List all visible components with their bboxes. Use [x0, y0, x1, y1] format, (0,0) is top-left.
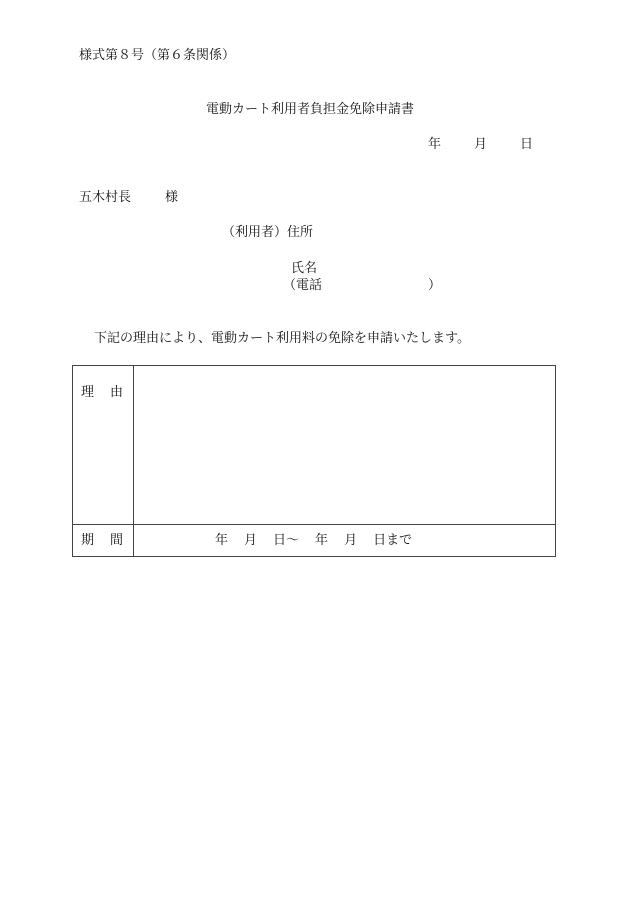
- phone-open: （電話: [283, 278, 323, 293]
- period-month-end: 月: [344, 533, 358, 548]
- period-label-char-1: 期: [81, 533, 95, 548]
- period-label-char-2: 間: [110, 533, 124, 548]
- addressee-name: 五木村長: [79, 190, 132, 205]
- applicant-address-label: （利用者）住所: [222, 225, 314, 240]
- date-day: 日: [520, 137, 534, 152]
- application-statement: 下記の理由により、電動カート利用料の免除を申請いたします。: [94, 331, 470, 346]
- period-value: [215, 533, 412, 549]
- reason-label-char-2: 由: [110, 385, 124, 400]
- date-month: 月: [474, 137, 488, 152]
- addressee: [79, 190, 178, 206]
- phone-close: ）: [428, 278, 442, 293]
- reason-label: [81, 385, 123, 401]
- period-year-end: 年: [315, 533, 329, 548]
- date-year: 年: [428, 137, 442, 152]
- form-table: [72, 365, 556, 557]
- form-number: 様式第８号（第６条関係）: [79, 48, 236, 63]
- applicant-phone: [283, 278, 441, 294]
- date-line: [428, 137, 533, 153]
- period-year-start: 年: [215, 533, 229, 548]
- period-label: [81, 533, 123, 549]
- applicant-name-label: 氏名: [291, 261, 318, 276]
- period-day-end: 日まで: [373, 533, 413, 548]
- period-day-start: 日～: [273, 533, 300, 548]
- period-month-start: 月: [244, 533, 258, 548]
- addressee-honorific: 様: [165, 190, 179, 205]
- reason-field[interactable]: [135, 366, 555, 523]
- reason-label-char-1: 理: [81, 385, 95, 400]
- row-divider: [73, 524, 555, 525]
- document-title: 電動カート利用者負担金免除申請書: [206, 102, 415, 117]
